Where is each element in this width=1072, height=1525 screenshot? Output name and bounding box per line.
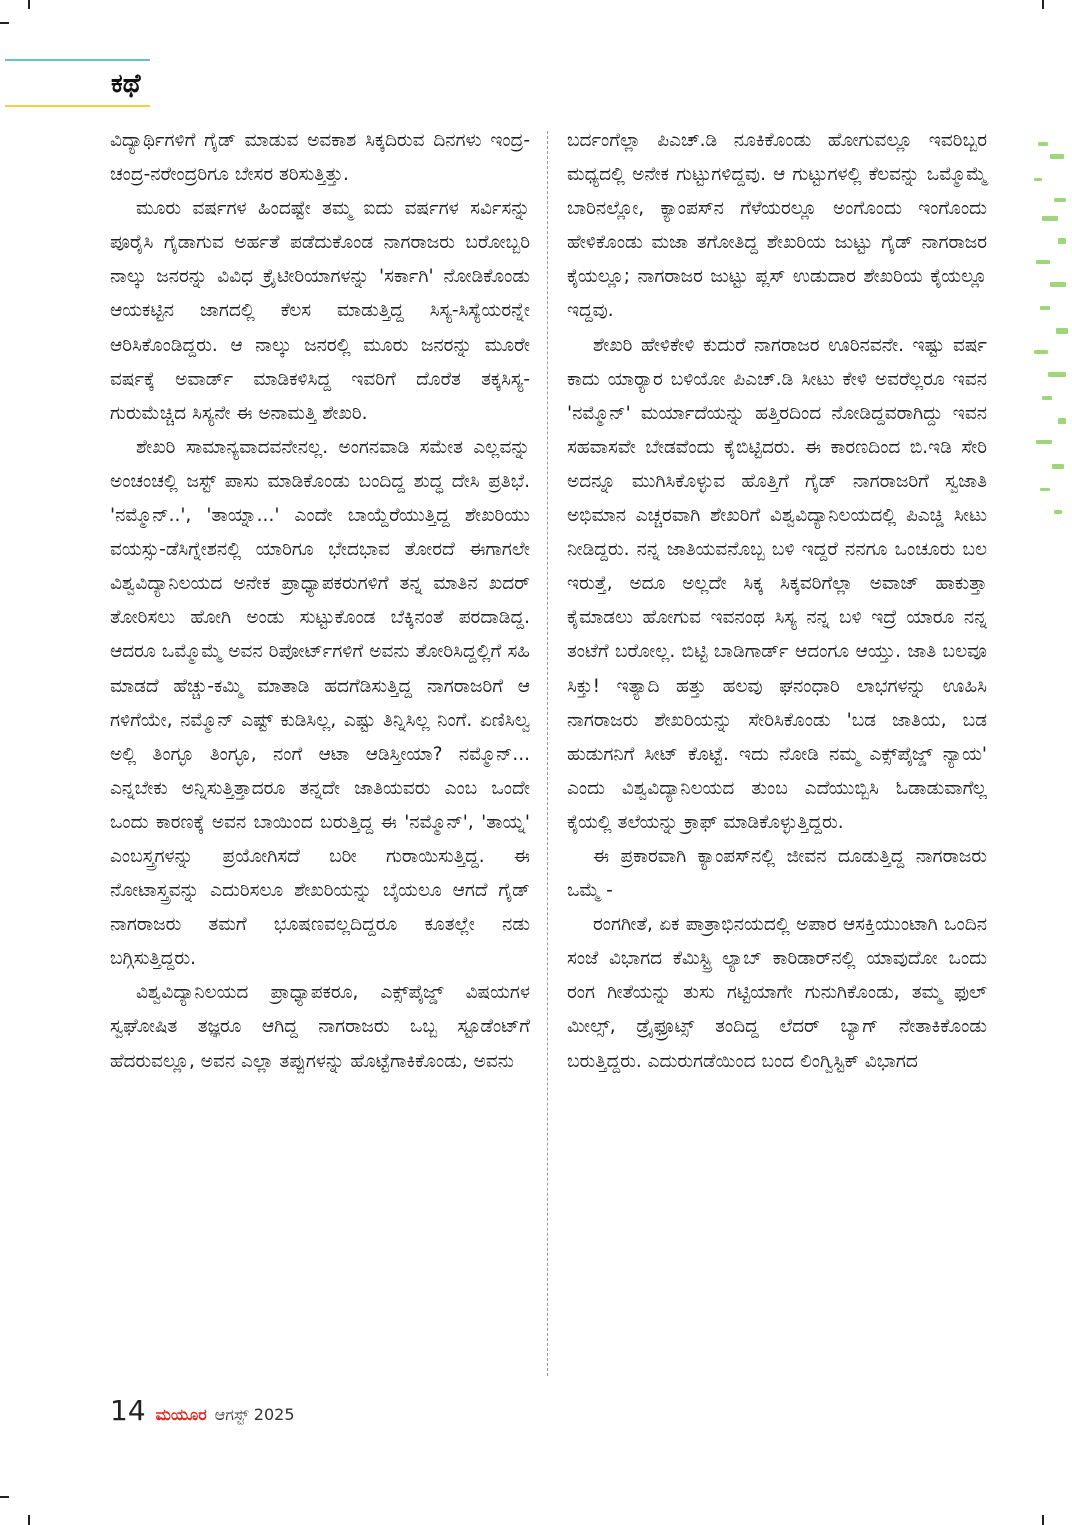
crop-mark	[28, 0, 30, 9]
column-divider	[547, 131, 548, 1376]
paragraph: ಮೂರು ವರ್ಷಗಳ ಹಿಂದಷ್ಟೇ ತಮ್ಮ ಐದು ವರ್ಷಗಳ ಸರ್ವಿಸನ್ನು ಪೂರೈಸಿ ಗೈಡಾಗುವ ಅರ್ಹತೆ ಪಡೆದುಕೊಂಡ ನಾಗರಾಜರು ಬರೋಬ್ಬರಿ ನಾಲ್ಕು ಜನರನ್ನು ವಿವಿಧ ಕ್ರೈಟೀರಿಯಾಗಳನ್ನು 'ಸರ್ಕಾಗಿ' ನೋಡಿಕೊಂಡು ಆಯಕಟ್ಟಿನ ಜಾಗದಲ್ಲಿ ಕೆಲಸ ಮಾಡುತ್ತಿದ್ದ ಸಿಸ್ಯ-ಸಿಸ್ಯೆಯರನ್ನೇ ಆರಿಸಿಕೊಂಡಿದ್ದರು. ಆ ನಾಲ್ಕು ಜನರಲ್ಲಿ ಮೂರು ಜನರನ್ನು ಮೂರೇ ವರ್ಷಕ್ಕೆ ಅವಾರ್ಡ್ ಮಾಡಿಕಳಿಸಿದ್ದ ಇವರಿಗೆ ದೊರೆತ ತಕ್ಕಸಿಸ್ಯ-ಗುರುಮೆಚ್ಚಿದ ಸಿಸ್ಯನೇ ಈ ಅನಾಮತ್ತಿ ಶೇಖರಿ.	[110, 198, 530, 424]
header-rule-bottom	[5, 105, 150, 107]
crop-mark	[0, 22, 9, 24]
issue-date: ಆಗಸ್ಟ್ 2025	[214, 1405, 295, 1424]
page-number: 14	[110, 1394, 146, 1427]
paragraph: ರಂಗಗೀತೆ, ಏಕ ಪಾತ್ರಾಭಿನಯದಲ್ಲಿ ಅಪಾರ ಆಸಕ್ತಿಯುಂಟಾಗಿ ಒಂದಿನ ಸಂಜೆ ವಿಭಾಗದ ಕೆಮಿಸ್ಟ್ರಿ ಲ್ಯಾಬ್ ಕಾರಿಡಾರ್‌ನಲ್ಲಿ ಯಾವುದೋ ಒಂದು ರಂಗ ಗೀತೆಯನ್ನು ತುಸು ಗಟ್ಟಿಯಾಗೇ ಗುನುಗಿಕೊಂಡು, ತಮ್ಮ ಫುಲ್ ಮೀಲ್ಸ್, ಡ್ರೈಫ್ರೂಟ್ಸ್ ತಂದಿದ್ದ ಲೆದರ್ ಬ್ಯಾಗ್ ನೇತಾಕಿಕೊಂಡು ಬರುತ್ತಿದ್ದರು. ಎದುರುಗಡೆಯಿಂದ ಬಂದ ಲಿಂಗ್ವಿಸ್ಟಿಕ್ ವಿಭಾಗದ	[567, 914, 987, 1072]
paragraph: ವಿಶ್ವವಿದ್ಯಾನಿಲಯದ ಪ್ರಾಧ್ಯಾಪಕರೂ, ಎಕ್ಸ್‌ಪೈಜ್ಡ್ ವಿಷಯಗಳ ಸ್ವಘೋಷಿತ ತಜ್ಞರೂ ಆಗಿದ್ದ ನಾಗರಾಜರು ಒಬ್ಬ ಸ್ಟೂಡೆಂಟ್‌ಗೆ ಹೆದರುವಲ್ಲೂ, ಅವನ ಎಲ್ಲಾ ತಪ್ಪುಗಳನ್ನು ಹೊಟ್ಟೆಗಾಕಿಕೊಂಡು, ಅವನು	[110, 982, 530, 1072]
section-title: ಕಥೆ	[111, 69, 141, 99]
leaf-decoration	[1032, 120, 1072, 530]
paragraph: ವಿದ್ಯಾರ್ಥಿಗಳಿಗೆ ಗೈಡ್ ಮಾಡುವ ಅವಕಾಶ ಸಿಕ್ಕದಿರುವ ದಿನಗಳು ಇಂದ್ರ-ಚಂದ್ರ-ನರೇಂದ್ರರಿಗೂ ಬೇಸರ ತರಿಸುತ್ತಿತ್ತು.	[110, 130, 530, 186]
paragraph: ಶೇಖರಿ ಸಾಮಾನ್ಯವಾದವನೇನಲ್ಲ. ಅಂಗನವಾಡಿ ಸಮೇತ ಎಲ್ಲವನ್ನು ಅಂಚಂಚಲ್ಲಿ ಜಸ್ಟ್ ಪಾಸು ಮಾಡಿಕೊಂಡು ಬಂದಿದ್ದ ಶುದ್ಧ ದೇಸಿ ಪ್ರತಿಭೆ. 'ನಮ್ಮೊನ್..', 'ತಾಯ್ನಾ...' ಎಂದೇ ಬಾಯ್ದೆರೆಯುತ್ತಿದ್ದ ಶೇಖರಿಯು ವಯಸ್ಸು-ಡೆಸಿಗ್ನೇಶನಲ್ಲಿ ಯಾರಿಗೂ ಭೇದಭಾವ ತೋರದೆ ಈಗಾಗಲೇ ವಿಶ್ವವಿದ್ಯಾನಿಲಯದ ಅನೇಕ ಪ್ರಾಧ್ಯಾಪಕರುಗಳಿಗೆ ತನ್ನ ಮಾತಿನ ಖದರ್ ತೋರಿಸಲು ಹೋಗಿ ಅಂಡು ಸುಟ್ಟುಕೊಂಡ ಬೆಕ್ಕಿನಂತೆ ಪರದಾಡಿದ್ದ. ಆದರೂ ಒಮ್ಮೊಮ್ಮೆ ಅವನ ರಿಪೋರ್ಟ್‌ಗಳಿಗೆ ಅವನು ತೋರಿಸಿದ್ದಲ್ಲಿಗೆ ಸಹಿ ಮಾಡದೆ ಹೆಚ್ಚು-ಕಮ್ಮಿ ಮಾತಾಡಿ ಹದಗೆಡಿಸುತ್ತಿದ್ದ ನಾಗರಾಜರಿಗೆ ಆ ಗಳಿಗೆಯೇ, ನಮ್ಮೊನ್ ಎಷ್ಟ್ ಕುಡಿಸಿಲ್ಲ, ಎಷ್ಟು ತಿನ್ನಿಸಿಲ್ಲ ನಿಂಗೆ. ಏಣಿಸಿಲ್ವ ಅಲ್ಲಿ ತಿಂಗ್ಳೂ ತಿಂಗ್ಳೂ, ನಂಗೆ ಆಟಾ ಆಡಿಸ್ತೀಯಾ? ನಮ್ಮೊನ್... ಎನ್ನಬೇಕು ಅನ್ನಿಸುತ್ತಿತ್ತಾದರೂ ತನ್ನದೇ ಜಾತಿಯವರು ಎಂಬ ಒಂದೇ ಒಂದು ಕಾರಣಕ್ಕೆ ಅವನ ಬಾಯಿಂದ ಬರುತ್ತಿದ್ದ ಈ 'ನಮ್ಮೊನ್', 'ತಾಯ್ನ' ಎಂಬಸ್ತ್ರಗಳನ್ನು ಪ್ರಯೋಗಿಸದೆ ಬರೀ ಗುರಾಯಿಸುತ್ತಿದ್ದ. ಈ ನೋಟಾಸ್ತ್ರವನ್ನು ಎದುರಿಸಲೂ ಶೇಖರಿಯನ್ನು ಬೈಯಲೂ ಆಗದೆ ಗೈಡ್ ನಾಗರಾಜರು ತಮಗೆ ಭೂಷಣವಲ್ಲದಿದ್ದರೂ ಕೂತಲ್ಲೇ ನಡು ಬಗ್ಗಿಸುತ್ತಿದ್ದರು.	[110, 436, 530, 970]
paragraph: ಈ ಪ್ರಕಾರವಾಗಿ ಕ್ಯಾಂಪಸ್‌ನಲ್ಲಿ ಜೀವನ ದೂಡುತ್ತಿದ್ದ ನಾಗರಾಜರು ಒಮ್ಮೆ -	[567, 845, 987, 902]
crop-mark	[0, 1496, 9, 1498]
crop-mark	[28, 1515, 30, 1525]
article-column-left	[110, 124, 530, 1079]
header-rule-top	[5, 59, 150, 61]
paragraph: ಬರ್ದಂಗೆಲ್ಲಾ ಪಿಎಚ್.ಡಿ ನೂಕಿಕೊಂಡು ಹೋಗುವಲ್ಲೂ ಇವರಿಬ್ಬರ ಮಧ್ಯದಲ್ಲಿ ಅನೇಕ ಗುಟ್ಟುಗಳಿದ್ದವು. ಆ ಗುಟ್ಟುಗಳಲ್ಲಿ ಕೆಲವನ್ನು ಒಮ್ಮೊಮ್ಮೆ ಬಾರಿನಲ್ಲೋ, ಕ್ಯಾಂಪಸ್‌ನ ಗೆಳೆಯರಲ್ಲೂ ಅಂಗೊಂದು ಇಂಗೊಂದು ಹೇಳಿಕೊಂಡು ಮಜಾ ತಗೋತಿದ್ದ ಶೇಖರಿಯ ಜುಟ್ಟು ಗೈಡ್ ನಾಗರಾಜರ ಕೈಯಲ್ಲೂ; ನಾಗರಾಜರ ಜುಟ್ಟು ಪ್ಲಸ್ ಉಡುದಾರ ಶೇಖರಿಯ ಕೈಯಲ್ಲೂ ಇದ್ದವು.	[567, 130, 987, 322]
magazine-logo: ಮಯೂರ	[155, 1405, 207, 1424]
crop-mark	[1042, 1515, 1044, 1525]
paragraph: ಶೇಖರಿ ಹೇಳಿಕೇಳಿ ಕುದುರೆ ನಾಗರಾಜರ ಊರಿನವನೇ. ಇಷ್ಟು ವರ್ಷ ಕಾದು ಯಾರ್‍ಯಾರ ಬಳಿಯೋ ಪಿಎಚ್.ಡಿ ಸೀಟು ಕೇಳಿ ಅವರೆಲ್ಲರೂ ಇವನ 'ನಮ್ಮೊನ್' ಮರ್ಯಾದೆಯನ್ನು ಹತ್ತಿರದಿಂದ ನೋಡಿದ್ದವರಾಗಿದ್ದು ಇವನ ಸಹವಾಸವೇ ಬೇಡವೆಂದು ಕೈಬಿಟ್ಟಿದರು. ಈ ಕಾರಣದಿಂದ ಬಿ.ಇಡಿ ಸೇರಿ ಅದನ್ನೂ ಮುಗಿಸಿಕೊಳ್ಳುವ ಹೊತ್ತಿಗೆ ಗೈಡ್ ನಾಗರಾಜರಿಗೆ ಸ್ವಜಾತಿ ಅಭಿಮಾನ ಎಚ್ಚರವಾಗಿ ಶೇಖರಿಗೆ ವಿಶ್ವವಿದ್ಯಾನಿಲಯದಲ್ಲಿ ಪಿಎಚ್ಡಿ ಸೀಟು ನೀಡಿದ್ದರು. ನನ್ನ ಜಾತಿಯವನೊಬ್ಬ ಬಳಿ ಇದ್ದರೆ ನನಗೂ ಒಂಚೂರು ಬಲ ಇರುತ್ತೆ, ಅದೂ ಅಲ್ಲದೇ ಸಿಕ್ಕ ಸಿಕ್ಕವರಿಗೆಲ್ಲಾ ಅವಾಜ್ ಹಾಕುತ್ತಾ ಕೈಮಾಡಲು ಹೋಗುವ ಇವನಂಥ ಸಿಸ್ಯ ನನ್ನ ಬಳಿ ಇದ್ರೆ ಯಾರೂ ನನ್ನ ತಂಟೆಗೆ ಬರೋಲ್ಲ. ಬಿಟ್ಟಿ ಬಾಡಿಗಾರ್ಡ್ ಆದಂಗೂ ಆಯ್ತು. ಜಾತಿ ಬಲವೂ ಸಿಕ್ತು! ಇತ್ಯಾದಿ ಹತ್ತು ಹಲವು ಘನಂಧಾರಿ ಲಾಭಗಳನ್ನು ಊಹಿಸಿ ನಾಗರಾಜರು ಶೇಖರಿಯನ್ನು ಸೇರಿಸಿಕೊಂಡು 'ಬಡ ಜಾತಿಯ, ಬಡ ಹುಡುಗನಿಗೆ ಸೀಟ್ ಕೊಟ್ಟೆ. ಇದು ನೋಡಿ ನಮ್ಮ ಎಕ್ಸ್‌ಪೈಜ್ಡ್ ನ್ಯಾಯ' ಎಂದು ವಿಶ್ವವಿದ್ಯಾನಿಲಯದ ತುಂಬ ಎದೆಯುಬ್ಬಿಸಿ ಓಡಾಡುವಾಗೆಲ್ಲ ಕೈಯಲ್ಲಿ ತಲೆಯನ್ನು ಕ್ರಾಫ್ ಮಾಡಿಕೊಳ್ಳುತ್ತಿದ್ದರು.	[567, 334, 987, 833]
page-footer	[110, 1394, 295, 1428]
article-column-right	[567, 124, 987, 1079]
crop-mark	[1042, 0, 1044, 9]
